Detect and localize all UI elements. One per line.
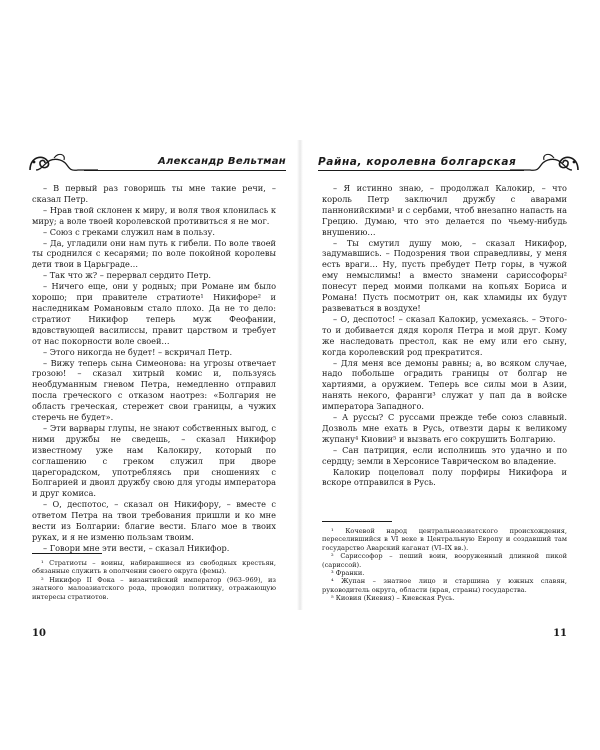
footnote: ² Никифор II Фока – византийский император (963–969), из знатного малоазиатского рода, проводил политику, отражающую интересы стратиотов. [32,575,276,601]
right-body-text [322,183,567,488]
paragraph: – Так что ж? – перервал сердито Петр. [43,270,211,281]
paragraph: – Вижу теперь сына Симеонова: на угрозы отвечает грозою! – сказал хитрый комис и, пользуясь необдуманным гневом Петра, немедленно отправил посла греческого с отказом наотрез: «Болгария не область греческая, стережет свои границы, а чужих стеречь не будет». [32,357,276,423]
paragraph: – Союз с греками служил нам в пользу. [43,226,215,237]
footnote: ¹ Кочевой народ центральноазиатского происхождения, переселившийся в VI веке в Центральную Европу и создавший там государство Аварский каганат (VI–IX вв.). [322,527,567,552]
paragraph: Калокир поцеловал полу порфиры Никифора и вскоре отправился в Русь. [322,466,567,488]
paragraph: – Этого никогда не будет! – вскричал Петр. [43,346,233,357]
paragraph: – О, деспотос! – сказал Калокир, усмехаясь. – Этого-то и добивается дядя короля Петра и мой друг. Кому же наследовать престол, как не ему или его сыну, когда королевский род прекратится. [322,313,567,357]
paragraph: – А руссы? С руссами прежде тебе союз славный. Дозволь мне ехать в Русь, отвезти дары к великому жупану⁴ Киовии⁵ и вызвать его сокрушить Болгарию. [322,412,567,444]
left-body-text [32,183,276,554]
header-rule [318,170,524,171]
footnote: ¹ Стратиоты – воины, набиравшиеся из свободных крестьян, обязанные служить в ополчении своего округа (фемы). [32,559,276,576]
running-head: Райна, королевна болгарская [318,156,517,168]
right-page-header [318,150,582,174]
footnote: ³ Франки. [331,569,365,578]
paragraph: – О, деспотос, – сказал он Никифору, – вместе с ответом Петра на твои требования пришли и ко мне вести из Болгарии: благие вести. Благо мое в твоих руках, и я не изменю пользам твоим. [32,499,276,542]
paragraph: – Нрав твой склонен к миру, и воля твоя клонилась к миру; а воле твоей королевской противиться я не мог. [32,204,276,226]
page-number: 10 [32,628,46,639]
right-footnotes [322,521,567,603]
footnote: ⁵ Киовия (Киевия) – Киевская Русь. [331,594,455,603]
running-head: Александр Вельтман [157,156,286,167]
paragraph: – Ничего еще, они у родных; при Романе им было хорошо; при правителе стратиоте¹ Никифоре² и наследникам Романовым стало плохо. Да не то дело: стратиот Никифор теперь муж Феофании, вдовствующей василиссы, правит царством и требует от нас покорности воле своей… [32,281,276,346]
paragraph: – Эти варвары глупы, не знают собственных выгод, с ними дружбы не сведешь, – сказал Никифор известному уже нам Калокиру, который по соглашению с греком служил при дворе царегорадском, употребляясь при сношениях с Болгарией и двоил дружбу свою для угоды императора и друг комиса. [32,422,276,499]
paragraph: – Сан патриция, если исполнишь это удачно и по сердцу; земли в Херсонисе Таврическом во владение. [322,444,567,466]
paragraph: – Для меня все демоны равны; а, во всяком случае, надо побольше оградить границы от болгар не хартиями, а оружием. Теперь все силы мои в Азии, нанять некого, фаранги³ служат у пап да в войске императора Западного. [322,357,567,412]
right-page [300,0,600,750]
right-ornament-icon [510,150,582,174]
paragraph: – Говори мне эти вести, – сказал Никифор. [43,542,230,553]
footnote-rule [32,553,102,554]
footnote: ⁴ Жупан – знатное лицо и старшина у южных славян, руководитель округа, области (края, страны) государства. [322,577,567,594]
header-rule [84,170,286,171]
page-number: 11 [553,628,567,639]
footnote-rule [322,521,392,522]
footnote: ² Сариссофор – пеший воин, вооруженный длинной пикой (сариссой). [322,552,567,569]
paragraph: – Ты смутил душу мою, – сказал Никифор, задумавшись. – Подозрения твои справедливы, у меня есть враги… Ну, пусть пребудет Петр горы, в чужой ему немыслимы! а вместо знамени сариссофоры² понесут перед моими полками на копьях Бориса и Романа! Пусть посмотрит он, как хламиды их будут развеваться в воздухе! [322,237,567,313]
paragraph: – Да, угладили они нам путь к гибели. По воле твоей ты сроднился с кесарями; по воле покойной королевы дети твои в Царьграде… [32,237,276,270]
paragraph: – В первый раз говоришь ты мне такие речи, – сказал Петр. [32,183,276,204]
left-footnotes [32,553,276,601]
left-page-header [26,150,286,174]
paragraph: – Я истинно знаю, – продолжал Калокир, – что король Петр заключил дружбу с аварами паннонийскими¹ и с сербами, чтоб внезапно напасть на Грецию. Думаю, что это делается по чьему-нибудь внушению… [322,183,567,237]
